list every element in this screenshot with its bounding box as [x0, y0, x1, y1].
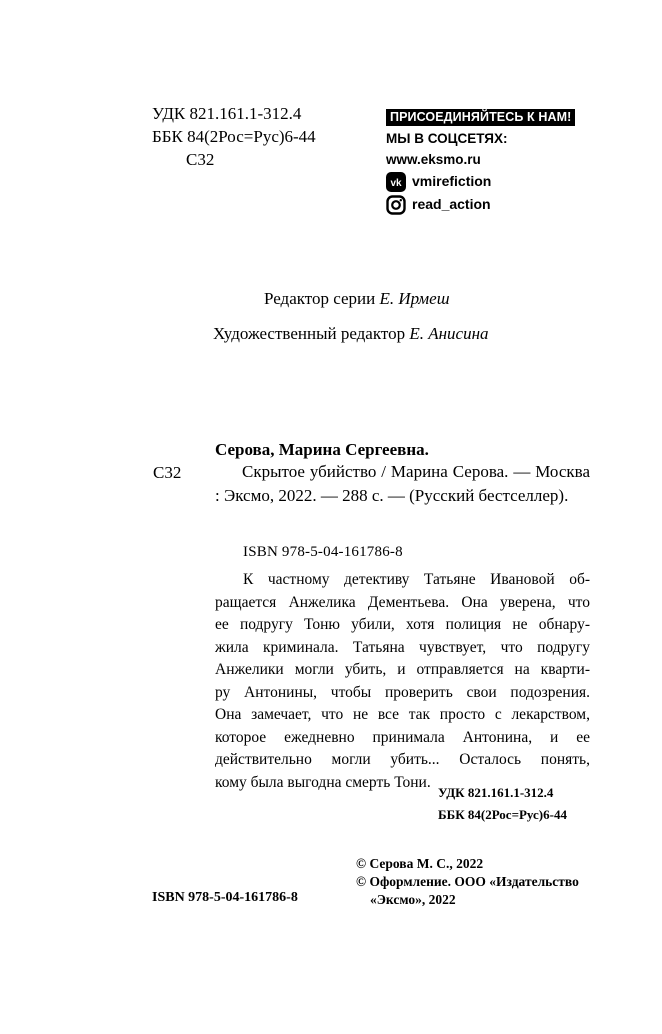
annotation-line: Анжелики могли убить, и отправляется на кварти-: [215, 661, 590, 678]
art-editor-line: [213, 323, 489, 345]
instagram-icon: [386, 195, 406, 215]
udk-code: УДК 821.161.1-312.4: [152, 104, 302, 123]
annotation-line: ру Антонины, чтобы проверить свои подозрения.: [215, 683, 590, 701]
series-editor-name: Е. Ирмеш: [379, 289, 450, 308]
instagram-handle: read_action: [412, 196, 491, 212]
join-banner: ПРИСОЕДИНЯЙТЕСЬ К НАМ!: [386, 109, 575, 126]
udk-code-bottom: УДК 821.161.1-312.4: [438, 785, 554, 800]
copyright-design: © Оформление. ООО «Издательство: [356, 874, 579, 889]
annotation-line: Она замечает, что не все так просто с лекарством,: [215, 706, 590, 723]
bib-description: [215, 460, 590, 507]
vk-handle: vmirefiction: [412, 173, 492, 189]
copyright-author: © Серова М. С., 2022: [356, 856, 484, 871]
bib-isbn: ISBN 978-5-04-161786-8: [243, 544, 403, 560]
annotation-line: К частному детективу Татьяне Ивановой об-: [243, 571, 590, 588]
classification-top: [152, 102, 316, 171]
annotation-line: ее подругу Тоню убили, хотя полиция не обнару-: [215, 616, 590, 633]
social-block: [386, 106, 575, 216]
svg-text:vk: vk: [390, 177, 402, 189]
author-heading: Серова, Марина Сергеевна.: [215, 440, 429, 459]
social-subtitle: МЫ В СОЦСЕТЯХ:: [386, 131, 508, 146]
bib-description-text: Скрытое убийство / Марина Серова. — Москва : Эксмо, 2022. — 288 с. — (Русский бестселлер).: [215, 462, 590, 505]
annotation: [215, 569, 590, 794]
annotation-line: ращается Анжелика Дементьева. Она уверена, что: [215, 593, 590, 611]
author-mark: С32: [186, 150, 215, 169]
copyright-block: [356, 855, 579, 909]
copyright-design-cont: «Эксмо», 2022: [370, 892, 456, 907]
annotation-line: действительно могли убить... Осталось понять,: [215, 751, 590, 768]
vk-icon: [386, 172, 406, 192]
art-editor-label: Художественный редактор: [213, 324, 406, 343]
series-editor-line: [264, 288, 450, 310]
annotation-line: кому была выгодна смерть Тони.: [215, 773, 431, 791]
bbk-code: ББК 84(2Рос=Рус)6-44: [152, 127, 316, 146]
annotation-line: которое ежедневно принимала Антонина, и ее: [215, 728, 590, 746]
instagram-link[interactable]: [386, 193, 575, 216]
vk-link[interactable]: [386, 170, 575, 193]
annotation-line: жила криминала. Татьяна чувствует, что подругу: [215, 638, 590, 656]
series-editor-label: Редактор серии: [264, 289, 376, 308]
bbk-code-bottom: ББК 84(2Рос=Рус)6-44: [438, 807, 567, 822]
bib-author-mark: С32: [153, 463, 182, 482]
classification-bottom: [438, 782, 567, 826]
website-link[interactable]: www.eksmo.ru: [386, 152, 481, 167]
isbn-footer: ISBN 978-5-04-161786-8: [152, 890, 298, 905]
art-editor-name: Е. Анисина: [409, 324, 489, 343]
